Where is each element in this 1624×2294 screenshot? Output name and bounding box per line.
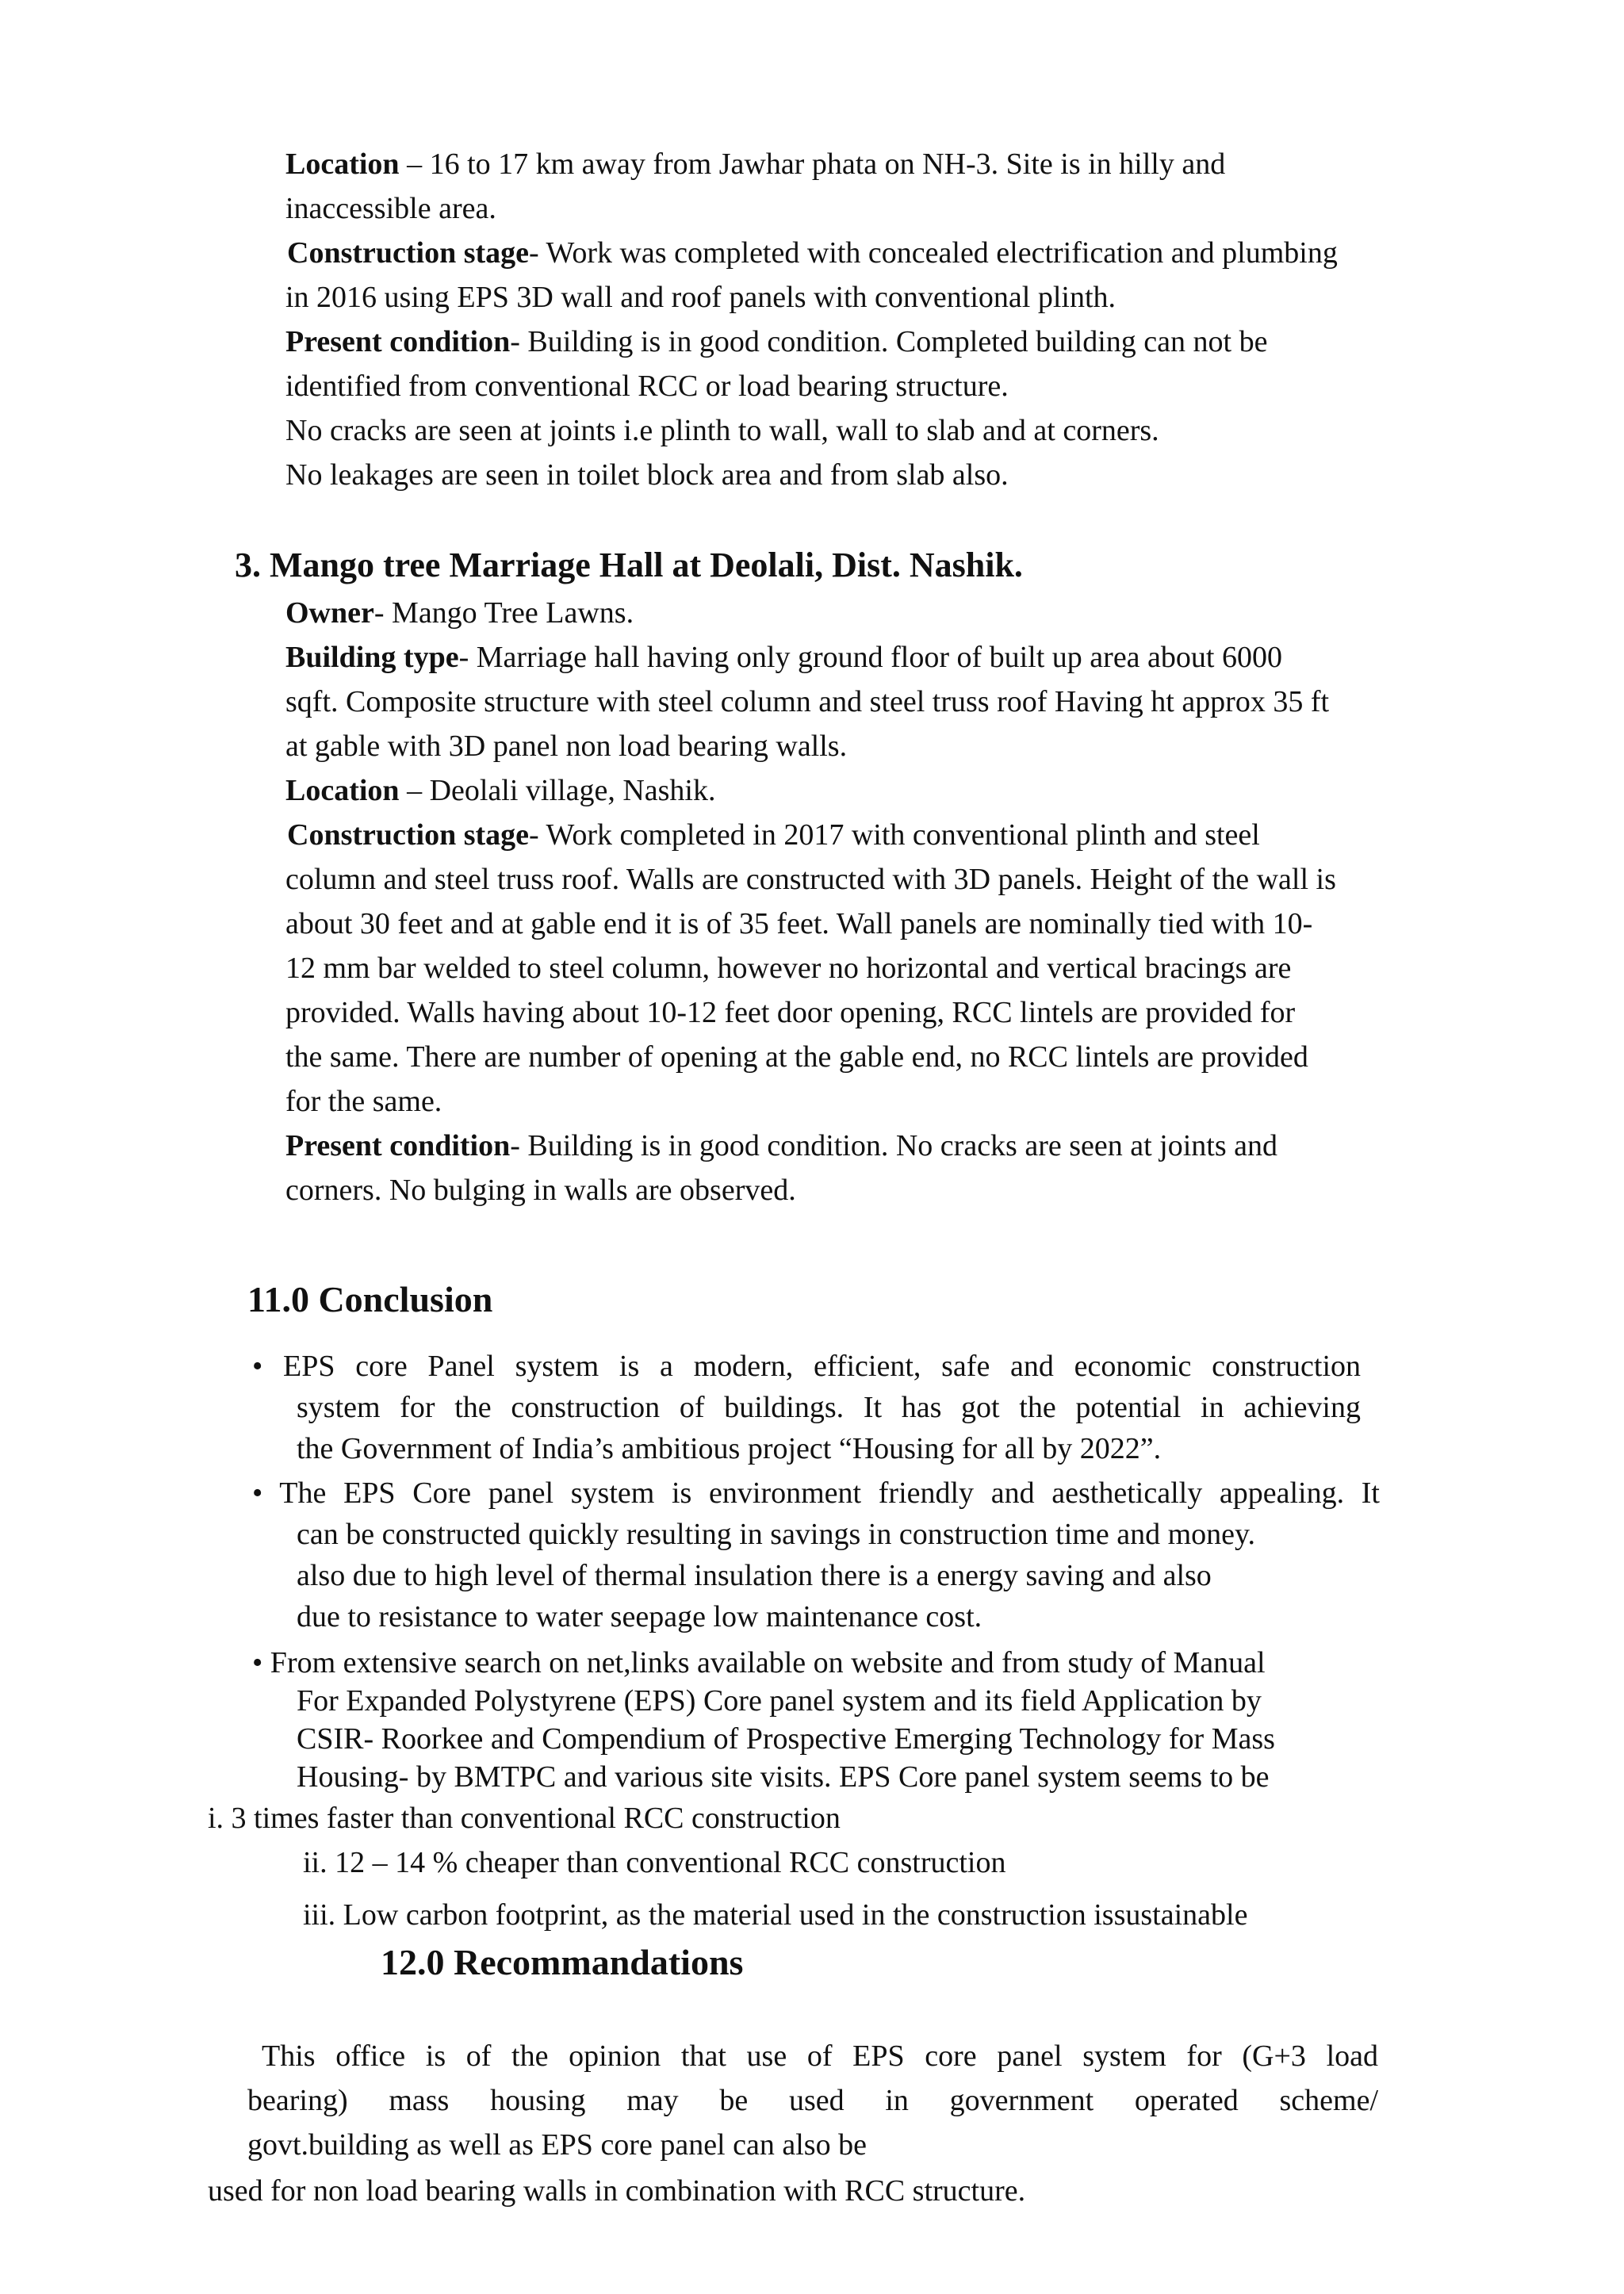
conclusion-bullet-2-line-1: • The EPS Core panel system is environment friendly and aesthetically appealing. It [252,1476,1380,1510]
conclusion-bullet-1-line-1: • EPS core Panel system is a modern, efficient, safe and economic construction [252,1350,1361,1383]
location-text: – 16 to 17 km away from Jawhar phata on NH-3. Site is in hilly and [399,147,1226,181]
building-type-label: Building type [285,641,459,674]
recommendations-line-1: This office is of the opinion that use of EPS core panel system for (G+3 load [262,2039,1378,2073]
conclusion-bullet-2-line-2: can be constructed quickly resulting in savings in construction time and money. [297,1518,1256,1551]
conclusion-item-iii: iii. Low carbon footprint, as the material used in the construction issustainable [303,1898,1248,1932]
note-leakages: No leakages are seen in toilet block area and from slab also. [285,458,1009,492]
construction-stage-line-s3 [287,817,1260,853]
recommendations-line-3: govt.building as well as EPS core panel can also be [247,2128,867,2162]
present-condition-text: - Building is in good condition. Completed building can not be [510,325,1268,358]
building-type-line [285,639,1282,676]
construction-stage-label: Construction stage [287,236,530,270]
construction-stage-line-s3-3: about 30 feet and at gable end it is of 35 feet. Wall panels are nominally tied with 10- [285,907,1313,940]
conclusion-bullet-3-line-3: CSIR- Roorkee and Compendium of Prospective Emerging Technology for Mass [297,1722,1275,1756]
construction-stage-label-s3: Construction stage [287,818,530,852]
note-cracks: No cracks are seen at joints i.e plinth to wall, wall to slab and at corners. [285,414,1159,447]
location-line [285,146,1225,182]
location-line-s3 [285,772,715,809]
building-type-line-3: at gable with 3D panel non load bearing walls. [285,730,848,763]
recommendations-line-2: bearing) mass housing may be used in government operated scheme/ [247,2084,1378,2117]
location-label: Location [285,147,400,181]
owner-text: - Mango Tree Lawns. [373,596,634,630]
present-condition-line [285,324,1267,360]
conclusion-item-i: i. 3 times faster than conventional RCC construction [208,1802,841,1835]
present-condition-label: Present condition [285,325,511,358]
recommendations-heading: 12.0 Recommandations [381,1942,744,1982]
conclusion-bullet-2-line-3: also due to high level of thermal insulation there is a energy saving and also [297,1559,1212,1592]
conclusion-bullet-3-line-2: For Expanded Polystyrene (EPS) Core panel system and its field Application by [297,1684,1262,1718]
building-type-text: - Marriage hall having only ground floor of built up area about 6000 [458,641,1282,674]
owner-line [285,595,634,631]
construction-stage-line [287,235,1338,271]
conclusion-bullet-2-line-4: due to resistance to water seepage low maintenance cost. [297,1600,982,1633]
construction-stage-line-2: in 2016 using EPS 3D wall and roof panels with conventional plinth. [285,281,1116,314]
present-condition-line-s3 [285,1128,1277,1164]
present-condition-line-s3-2: corners. No bulging in walls are observed. [285,1174,796,1207]
construction-stage-text-s3: - Work completed in 2017 with conventional plinth and steel [529,818,1260,852]
conclusion-bullet-1-line-3: the Government of India’s ambitious project “Housing for all by 2022”. [297,1432,1162,1465]
present-condition-line-2: identified from conventional RCC or load bearing structure. [285,370,1009,403]
location-line-2: inaccessible area. [285,192,496,225]
present-condition-label-s3: Present condition [285,1129,511,1162]
conclusion-bullet-1-line-2: system for the construction of buildings. It has got the potential in achieving [297,1391,1361,1424]
conclusion-bullet-3-line-4: Housing- by BMTPC and various site visits. EPS Core panel system seems to be [297,1760,1270,1794]
conclusion-heading: 11.0 Conclusion [247,1279,493,1319]
construction-stage-line-s3-5: provided. Walls having about 10-12 feet door opening, RCC lintels are provided for [285,996,1296,1029]
construction-stage-line-s3-7: for the same. [285,1085,442,1118]
present-condition-text-s3: - Building is in good condition. No cracks are seen at joints and [510,1129,1278,1162]
conclusion-item-ii: ii. 12 – 14 % cheaper than conventional RCC construction [303,1846,1006,1879]
section-3-heading: 3. Mango tree Marriage Hall at Deolali, Dist. Nashik. [235,546,1023,584]
location-label-s3: Location [285,774,400,807]
conclusion-bullet-3-line-1: • From extensive search on net,links available on website and from study of Manual [252,1646,1266,1679]
building-type-line-2: sqft. Composite structure with steel column and steel truss roof Having ht approx 35 ft [285,685,1330,718]
construction-stage-line-s3-4: 12 mm bar welded to steel column, however no horizontal and vertical bracings are [285,952,1292,985]
construction-stage-line-s3-2: column and steel truss roof. Walls are constructed with 3D panels. Height of the wall is [285,863,1336,896]
construction-stage-line-s3-6: the same. There are number of opening at the gable end, no RCC lintels are provided [285,1040,1308,1074]
owner-label: Owner [285,596,374,630]
recommendations-line-4: used for non load bearing walls in combination with RCC structure. [208,2174,1026,2208]
location-text-s3: – Deolali village, Nashik. [399,774,716,807]
construction-stage-text: - Work was completed with concealed electrification and plumbing [529,236,1338,270]
